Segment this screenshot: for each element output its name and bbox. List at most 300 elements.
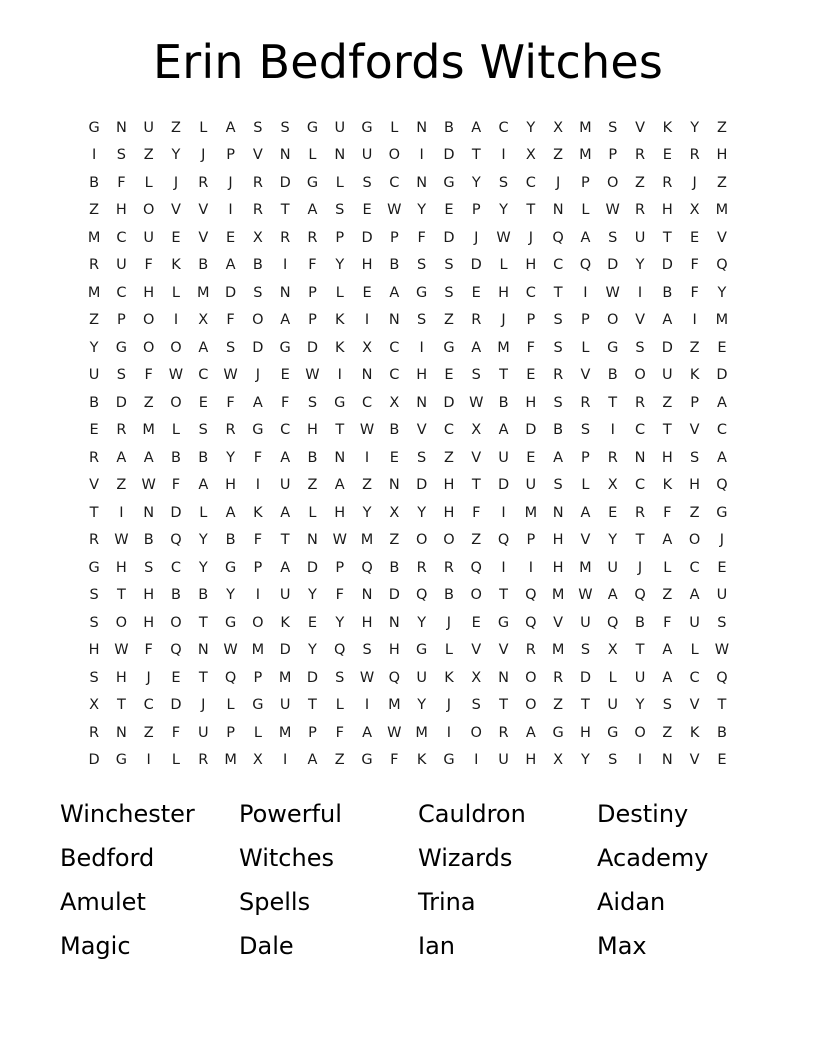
- letter-grid[interactable]: [80, 115, 735, 775]
- grid-cell[interactable]: S: [417, 449, 427, 466]
- grid-cell[interactable]: T: [635, 532, 645, 549]
- grid-cell[interactable]: D: [170, 504, 182, 521]
- grid-cell[interactable]: S: [417, 257, 427, 274]
- grid-cell[interactable]: F: [117, 174, 126, 191]
- grid-cell[interactable]: L: [253, 724, 262, 741]
- grid-cell[interactable]: X: [471, 422, 482, 439]
- grid-cell[interactable]: U: [279, 477, 291, 494]
- grid-cell[interactable]: G: [88, 119, 100, 136]
- grid-cell[interactable]: N: [388, 312, 400, 329]
- grid-cell[interactable]: N: [197, 642, 209, 659]
- grid-cell[interactable]: W: [305, 367, 320, 384]
- grid-cell[interactable]: L: [581, 202, 590, 219]
- grid-cell[interactable]: S: [362, 642, 372, 659]
- grid-cell[interactable]: B: [443, 119, 454, 136]
- grid-cell[interactable]: E: [362, 202, 372, 219]
- grid-cell[interactable]: H: [661, 449, 673, 466]
- grid-cell[interactable]: Y: [635, 257, 645, 274]
- grid-cell[interactable]: L: [171, 284, 181, 301]
- grid-cell[interactable]: T: [471, 477, 481, 494]
- grid-cell[interactable]: Y: [198, 559, 208, 576]
- grid-cell[interactable]: E: [471, 284, 481, 301]
- grid-cell[interactable]: G: [607, 339, 619, 356]
- grid-cell[interactable]: C: [170, 559, 182, 576]
- grid-cell[interactable]: C: [280, 422, 291, 439]
- grid-cell[interactable]: W: [578, 587, 593, 604]
- grid-cell[interactable]: K: [335, 312, 345, 329]
- grid-cell[interactable]: F: [663, 504, 672, 521]
- grid-cell[interactable]: U: [143, 229, 154, 246]
- grid-cell[interactable]: E: [526, 449, 536, 466]
- grid-cell[interactable]: R: [252, 202, 263, 219]
- grid-cell[interactable]: S: [89, 669, 99, 686]
- grid-cell[interactable]: C: [143, 697, 154, 714]
- grid-cell[interactable]: F: [472, 504, 481, 521]
- grid-cell[interactable]: U: [634, 229, 646, 246]
- grid-cell[interactable]: B: [225, 532, 236, 549]
- grid-cell[interactable]: V: [689, 697, 700, 714]
- grid-cell[interactable]: B: [498, 394, 509, 411]
- grid-cell[interactable]: S: [253, 284, 263, 301]
- grid-cell[interactable]: D: [607, 257, 619, 274]
- grid-cell[interactable]: X: [389, 504, 400, 521]
- grid-cell[interactable]: U: [143, 119, 154, 136]
- grid-cell[interactable]: L: [335, 174, 344, 191]
- grid-cell[interactable]: L: [444, 642, 453, 659]
- grid-cell[interactable]: R: [525, 642, 536, 659]
- grid-cell[interactable]: K: [253, 504, 263, 521]
- grid-cell[interactable]: I: [255, 587, 260, 604]
- grid-cell[interactable]: R: [89, 724, 100, 741]
- grid-cell[interactable]: L: [144, 174, 153, 191]
- grid-cell[interactable]: Z: [471, 532, 482, 549]
- grid-cell[interactable]: U: [607, 559, 619, 576]
- grid-cell[interactable]: B: [389, 422, 400, 439]
- grid-cell[interactable]: R: [689, 147, 700, 164]
- grid-cell[interactable]: Y: [362, 504, 372, 521]
- grid-cell[interactable]: A: [307, 752, 318, 769]
- grid-cell[interactable]: E: [171, 229, 181, 246]
- grid-cell[interactable]: X: [198, 312, 209, 329]
- grid-cell[interactable]: H: [552, 559, 564, 576]
- grid-cell[interactable]: S: [608, 119, 618, 136]
- grid-cell[interactable]: H: [525, 394, 537, 411]
- grid-cell[interactable]: A: [716, 394, 727, 411]
- grid-cell[interactable]: N: [279, 147, 291, 164]
- grid-cell[interactable]: S: [89, 587, 99, 604]
- grid-cell[interactable]: G: [607, 724, 619, 741]
- grid-cell[interactable]: W: [469, 394, 484, 411]
- grid-cell[interactable]: P: [581, 449, 590, 466]
- grid-cell[interactable]: S: [580, 422, 591, 439]
- grid-cell[interactable]: Y: [417, 504, 427, 521]
- grid-cell[interactable]: M: [497, 339, 510, 356]
- grid-cell[interactable]: X: [689, 202, 700, 219]
- grid-cell[interactable]: J: [146, 669, 151, 686]
- grid-cell[interactable]: T: [89, 504, 99, 521]
- grid-cell[interactable]: L: [335, 697, 344, 714]
- grid-cell[interactable]: H: [88, 642, 100, 659]
- grid-cell[interactable]: V: [689, 422, 700, 439]
- grid-cell[interactable]: M: [142, 422, 155, 439]
- grid-cell[interactable]: T: [662, 422, 672, 439]
- grid-cell[interactable]: J: [446, 697, 452, 714]
- grid-cell[interactable]: D: [716, 367, 728, 384]
- grid-cell[interactable]: S: [553, 477, 563, 494]
- grid-cell[interactable]: C: [553, 257, 564, 274]
- grid-cell[interactable]: Y: [335, 257, 345, 274]
- grid-cell[interactable]: V: [252, 147, 263, 164]
- grid-cell[interactable]: D: [661, 339, 673, 356]
- grid-cell[interactable]: G: [115, 339, 127, 356]
- grid-cell[interactable]: F: [335, 587, 344, 604]
- grid-cell[interactable]: C: [389, 174, 400, 191]
- grid-cell[interactable]: P: [226, 724, 235, 741]
- grid-cell[interactable]: A: [716, 449, 727, 466]
- grid-cell[interactable]: G: [443, 339, 455, 356]
- grid-cell[interactable]: U: [634, 669, 646, 686]
- grid-cell[interactable]: D: [579, 669, 592, 686]
- grid-cell[interactable]: B: [553, 422, 564, 439]
- grid-cell[interactable]: F: [690, 284, 699, 301]
- grid-cell[interactable]: S: [635, 339, 645, 356]
- grid-cell[interactable]: H: [143, 284, 155, 301]
- grid-cell[interactable]: A: [280, 312, 291, 329]
- grid-cell[interactable]: V: [198, 229, 209, 246]
- grid-cell[interactable]: S: [335, 202, 345, 219]
- grid-cell[interactable]: F: [335, 724, 344, 741]
- grid-cell[interactable]: C: [116, 229, 127, 246]
- grid-cell[interactable]: W: [168, 367, 184, 384]
- grid-cell[interactable]: R: [89, 449, 100, 466]
- grid-cell[interactable]: I: [583, 284, 588, 301]
- grid-cell[interactable]: N: [416, 174, 428, 191]
- grid-cell[interactable]: D: [443, 229, 455, 246]
- grid-cell[interactable]: A: [252, 394, 263, 411]
- grid-cell[interactable]: B: [198, 587, 209, 604]
- grid-cell[interactable]: A: [553, 449, 564, 466]
- grid-cell[interactable]: H: [443, 477, 455, 494]
- grid-cell[interactable]: L: [171, 422, 181, 439]
- grid-cell[interactable]: D: [306, 559, 319, 576]
- grid-cell[interactable]: K: [335, 339, 345, 356]
- grid-cell[interactable]: A: [143, 449, 154, 466]
- grid-cell[interactable]: G: [224, 614, 237, 631]
- grid-cell[interactable]: Z: [553, 147, 564, 164]
- grid-cell[interactable]: D: [361, 229, 373, 246]
- grid-cell[interactable]: N: [307, 532, 318, 549]
- grid-cell[interactable]: H: [361, 257, 373, 274]
- grid-cell[interactable]: B: [171, 587, 181, 604]
- grid-cell[interactable]: E: [362, 284, 372, 301]
- grid-cell[interactable]: R: [607, 449, 618, 466]
- grid-cell[interactable]: H: [143, 587, 155, 604]
- grid-cell[interactable]: Z: [443, 312, 454, 329]
- grid-cell[interactable]: Y: [171, 147, 181, 164]
- grid-cell[interactable]: L: [199, 119, 208, 136]
- grid-cell[interactable]: O: [525, 669, 537, 686]
- grid-cell[interactable]: A: [662, 642, 673, 659]
- grid-cell[interactable]: N: [334, 147, 346, 164]
- grid-cell[interactable]: P: [253, 559, 263, 576]
- grid-cell[interactable]: L: [499, 257, 508, 274]
- grid-cell[interactable]: M: [224, 752, 237, 769]
- grid-cell[interactable]: T: [635, 642, 645, 659]
- grid-cell[interactable]: A: [280, 559, 291, 576]
- grid-cell[interactable]: T: [499, 697, 508, 714]
- grid-cell[interactable]: F: [690, 257, 699, 274]
- grid-cell[interactable]: H: [716, 147, 728, 164]
- grid-cell[interactable]: O: [170, 394, 182, 411]
- grid-cell[interactable]: L: [226, 697, 235, 714]
- grid-cell[interactable]: O: [415, 532, 428, 549]
- grid-cell[interactable]: A: [307, 202, 318, 219]
- grid-cell[interactable]: A: [280, 504, 291, 521]
- grid-cell[interactable]: Z: [389, 532, 400, 549]
- grid-cell[interactable]: Q: [470, 559, 482, 576]
- grid-cell[interactable]: G: [88, 559, 100, 576]
- grid-cell[interactable]: R: [225, 422, 236, 439]
- grid-cell[interactable]: A: [580, 229, 591, 246]
- grid-cell[interactable]: S: [608, 229, 618, 246]
- grid-cell[interactable]: H: [143, 614, 155, 631]
- grid-cell[interactable]: P: [526, 312, 536, 329]
- grid-cell[interactable]: X: [252, 752, 263, 769]
- grid-cell[interactable]: H: [115, 669, 127, 686]
- grid-cell[interactable]: Q: [361, 559, 373, 576]
- grid-cell[interactable]: Y: [308, 587, 317, 604]
- grid-cell[interactable]: K: [171, 257, 181, 274]
- grid-cell[interactable]: L: [608, 669, 617, 686]
- grid-cell[interactable]: K: [444, 669, 454, 686]
- grid-cell[interactable]: H: [115, 559, 127, 576]
- grid-cell[interactable]: A: [334, 477, 345, 494]
- grid-cell[interactable]: C: [389, 339, 400, 356]
- grid-cell[interactable]: G: [306, 174, 319, 191]
- grid-cell[interactable]: X: [607, 477, 618, 494]
- grid-cell[interactable]: I: [146, 752, 151, 769]
- grid-cell[interactable]: O: [634, 724, 646, 741]
- grid-cell[interactable]: E: [444, 367, 454, 384]
- grid-cell[interactable]: V: [580, 532, 591, 549]
- grid-cell[interactable]: I: [173, 312, 179, 329]
- grid-cell[interactable]: A: [662, 532, 673, 549]
- grid-cell[interactable]: A: [662, 669, 673, 686]
- grid-cell[interactable]: S: [144, 559, 154, 576]
- grid-cell[interactable]: K: [689, 724, 700, 741]
- grid-cell[interactable]: Y: [226, 449, 235, 466]
- grid-cell[interactable]: T: [280, 202, 290, 219]
- grid-cell[interactable]: D: [443, 394, 455, 411]
- grid-cell[interactable]: G: [497, 614, 510, 631]
- grid-cell[interactable]: Y: [198, 532, 208, 549]
- grid-cell[interactable]: J: [201, 697, 206, 714]
- grid-cell[interactable]: V: [471, 449, 482, 466]
- grid-cell[interactable]: I: [474, 752, 479, 769]
- grid-cell[interactable]: M: [388, 697, 401, 714]
- grid-cell[interactable]: L: [199, 504, 208, 521]
- grid-cell[interactable]: H: [498, 284, 509, 301]
- grid-cell[interactable]: H: [115, 202, 127, 219]
- grid-cell[interactable]: K: [662, 119, 673, 136]
- grid-cell[interactable]: Y: [89, 339, 99, 356]
- grid-cell[interactable]: U: [689, 614, 700, 631]
- grid-cell[interactable]: Y: [471, 174, 481, 191]
- grid-cell[interactable]: B: [252, 257, 263, 274]
- grid-cell[interactable]: I: [364, 312, 370, 329]
- grid-cell[interactable]: Y: [417, 614, 427, 631]
- grid-cell[interactable]: G: [252, 697, 264, 714]
- grid-cell[interactable]: K: [416, 752, 427, 769]
- grid-cell[interactable]: M: [715, 202, 729, 219]
- grid-cell[interactable]: S: [580, 642, 591, 659]
- grid-cell[interactable]: I: [501, 147, 506, 164]
- grid-cell[interactable]: C: [443, 422, 454, 439]
- grid-cell[interactable]: G: [361, 752, 373, 769]
- grid-cell[interactable]: N: [552, 504, 564, 521]
- grid-cell[interactable]: I: [255, 477, 260, 494]
- grid-cell[interactable]: F: [171, 724, 181, 741]
- grid-cell[interactable]: T: [116, 697, 126, 714]
- grid-cell[interactable]: T: [662, 229, 672, 246]
- grid-cell[interactable]: S: [225, 339, 236, 356]
- grid-cell[interactable]: Z: [662, 587, 673, 604]
- grid-cell[interactable]: G: [334, 394, 346, 411]
- grid-cell[interactable]: D: [306, 669, 319, 686]
- grid-cell[interactable]: N: [361, 587, 373, 604]
- grid-cell[interactable]: Q: [716, 257, 728, 274]
- grid-cell[interactable]: X: [89, 697, 100, 714]
- grid-cell[interactable]: T: [608, 394, 618, 411]
- grid-cell[interactable]: P: [226, 147, 235, 164]
- grid-cell[interactable]: I: [364, 697, 370, 714]
- grid-cell[interactable]: Y: [526, 119, 536, 136]
- grid-cell[interactable]: X: [252, 229, 263, 246]
- grid-cell[interactable]: S: [471, 367, 481, 384]
- grid-cell[interactable]: L: [308, 147, 317, 164]
- grid-cell[interactable]: H: [361, 614, 373, 631]
- grid-cell[interactable]: J: [474, 229, 479, 246]
- grid-cell[interactable]: W: [359, 422, 375, 439]
- grid-cell[interactable]: F: [171, 477, 181, 494]
- grid-cell[interactable]: H: [225, 477, 237, 494]
- grid-cell[interactable]: Z: [689, 504, 700, 521]
- grid-cell[interactable]: E: [225, 229, 236, 246]
- grid-cell[interactable]: U: [361, 147, 373, 164]
- grid-cell[interactable]: M: [524, 504, 538, 521]
- grid-cell[interactable]: S: [471, 697, 481, 714]
- grid-cell[interactable]: O: [607, 312, 619, 329]
- grid-cell[interactable]: E: [690, 229, 700, 246]
- grid-cell[interactable]: Q: [716, 477, 728, 494]
- grid-cell[interactable]: K: [662, 477, 673, 494]
- grid-cell[interactable]: C: [389, 367, 400, 384]
- grid-cell[interactable]: K: [689, 367, 700, 384]
- grid-cell[interactable]: F: [144, 367, 153, 384]
- grid-cell[interactable]: W: [714, 642, 730, 659]
- grid-cell[interactable]: E: [89, 422, 99, 439]
- grid-cell[interactable]: P: [690, 394, 699, 411]
- grid-cell[interactable]: M: [579, 147, 592, 164]
- grid-cell[interactable]: I: [419, 339, 424, 356]
- grid-cell[interactable]: H: [661, 202, 673, 219]
- grid-cell[interactable]: O: [142, 312, 155, 329]
- grid-cell[interactable]: O: [443, 532, 455, 549]
- grid-cell[interactable]: V: [471, 642, 482, 659]
- grid-cell[interactable]: S: [116, 147, 126, 164]
- grid-cell[interactable]: O: [170, 339, 182, 356]
- grid-cell[interactable]: H: [443, 504, 455, 521]
- grid-cell[interactable]: B: [607, 367, 618, 384]
- grid-cell[interactable]: R: [307, 229, 318, 246]
- grid-cell[interactable]: T: [335, 422, 345, 439]
- grid-cell[interactable]: W: [141, 477, 156, 494]
- grid-cell[interactable]: J: [692, 174, 697, 191]
- grid-cell[interactable]: R: [498, 724, 509, 741]
- grid-cell[interactable]: S: [444, 257, 454, 274]
- grid-cell[interactable]: U: [334, 119, 346, 136]
- grid-cell[interactable]: Z: [143, 147, 154, 164]
- grid-cell[interactable]: O: [688, 532, 701, 549]
- grid-cell[interactable]: R: [580, 394, 591, 411]
- grid-cell[interactable]: M: [87, 284, 101, 301]
- grid-cell[interactable]: U: [279, 587, 291, 604]
- grid-cell[interactable]: O: [115, 614, 128, 631]
- grid-cell[interactable]: Y: [581, 752, 590, 769]
- grid-cell[interactable]: C: [634, 422, 646, 439]
- grid-cell[interactable]: Y: [417, 202, 427, 219]
- grid-cell[interactable]: B: [198, 257, 209, 274]
- grid-cell[interactable]: B: [89, 394, 100, 411]
- grid-cell[interactable]: A: [225, 119, 236, 136]
- grid-cell[interactable]: T: [280, 532, 290, 549]
- grid-cell[interactable]: U: [279, 697, 291, 714]
- grid-cell[interactable]: S: [553, 394, 563, 411]
- grid-cell[interactable]: V: [553, 614, 564, 631]
- grid-cell[interactable]: Q: [388, 669, 401, 686]
- grid-cell[interactable]: G: [443, 174, 455, 191]
- grid-cell[interactable]: I: [119, 504, 124, 521]
- grid-cell[interactable]: Q: [716, 669, 728, 686]
- grid-cell[interactable]: N: [634, 449, 646, 466]
- grid-cell[interactable]: X: [607, 642, 618, 659]
- grid-cell[interactable]: T: [499, 587, 508, 604]
- grid-cell[interactable]: S: [417, 312, 427, 329]
- grid-cell[interactable]: C: [525, 174, 536, 191]
- grid-cell[interactable]: O: [634, 367, 646, 384]
- grid-cell[interactable]: O: [470, 724, 482, 741]
- grid-cell[interactable]: J: [173, 174, 179, 191]
- grid-cell[interactable]: Z: [143, 394, 154, 411]
- grid-cell[interactable]: S: [362, 174, 372, 191]
- grid-cell[interactable]: J: [255, 367, 260, 384]
- grid-cell[interactable]: U: [607, 697, 619, 714]
- grid-cell[interactable]: O: [142, 339, 155, 356]
- grid-cell[interactable]: U: [416, 669, 427, 686]
- grid-cell[interactable]: E: [307, 614, 318, 631]
- grid-cell[interactable]: A: [198, 477, 209, 494]
- grid-cell[interactable]: A: [362, 724, 373, 741]
- grid-cell[interactable]: Q: [552, 229, 564, 246]
- grid-cell[interactable]: U: [116, 257, 127, 274]
- grid-cell[interactable]: A: [225, 504, 236, 521]
- grid-cell[interactable]: S: [253, 119, 263, 136]
- grid-cell[interactable]: I: [501, 504, 506, 521]
- grid-cell[interactable]: F: [253, 449, 263, 466]
- grid-cell[interactable]: Y: [308, 642, 317, 659]
- grid-cell[interactable]: V: [89, 477, 100, 494]
- grid-cell[interactable]: Q: [607, 614, 619, 631]
